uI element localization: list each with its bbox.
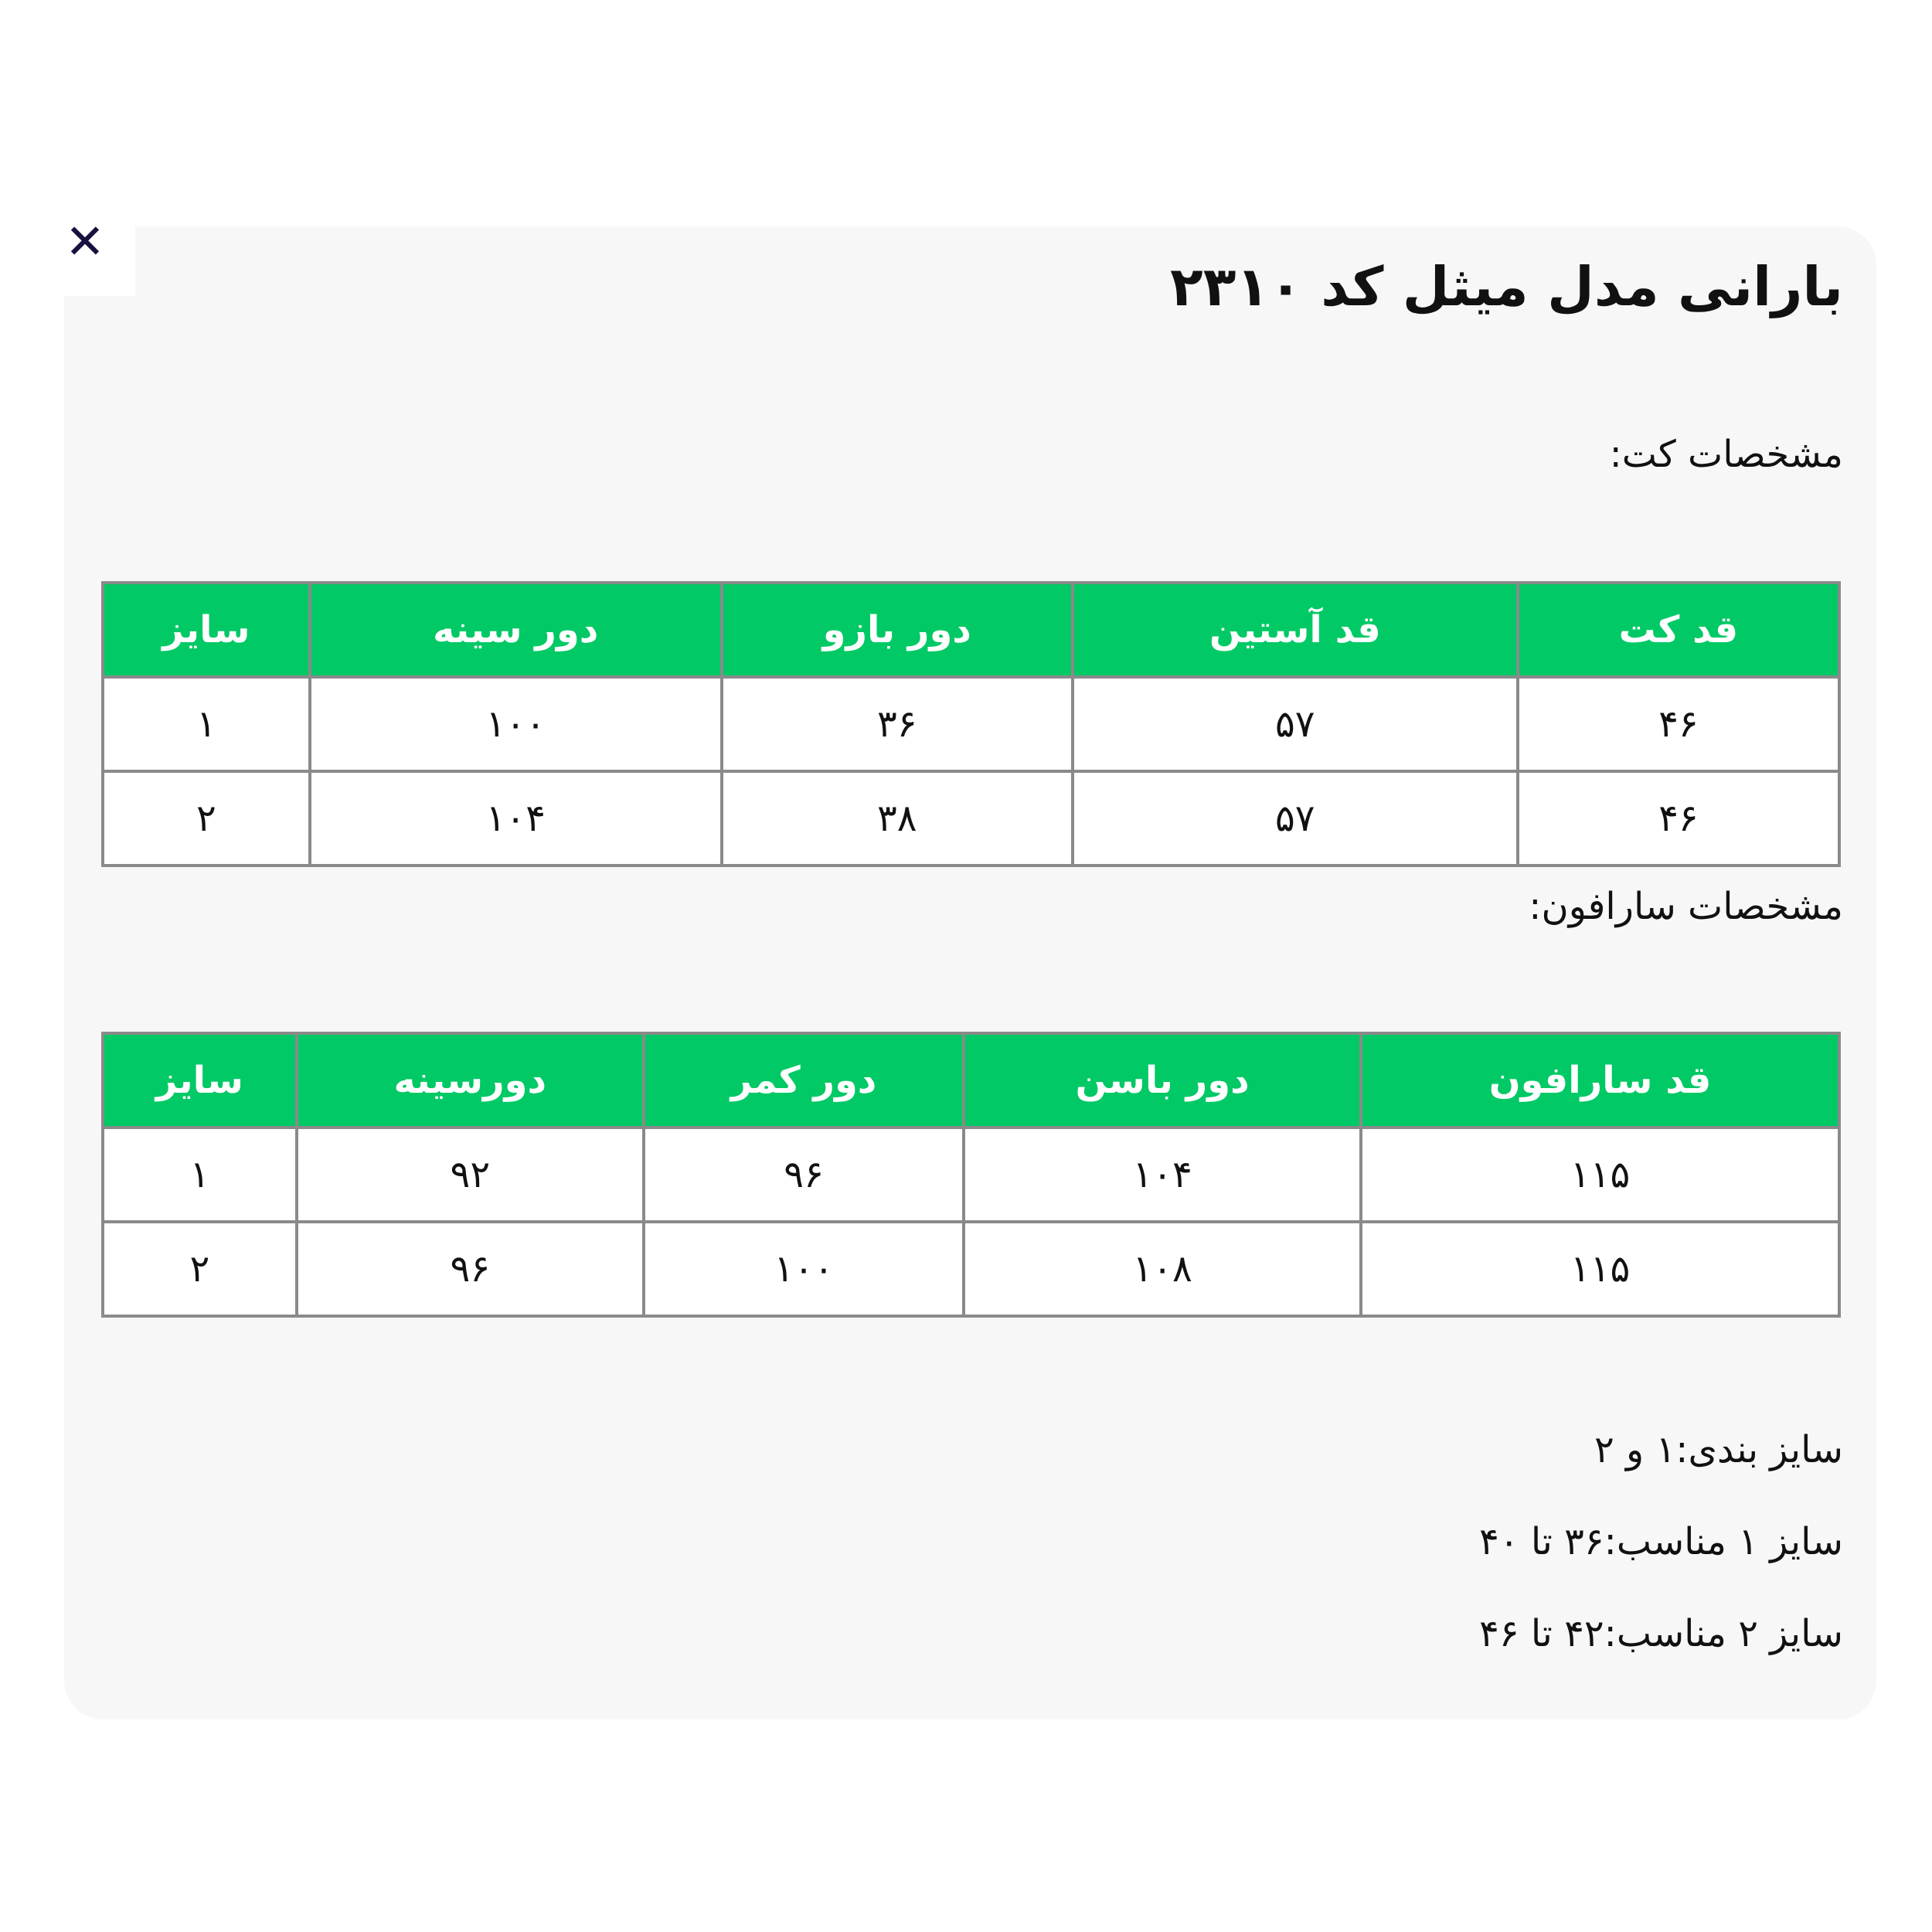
table-row [103,771,1839,866]
table-row [103,1222,1839,1316]
table-cell: ۵۷ [1073,771,1518,866]
table-cell: ۳۶ [722,677,1073,771]
table-cell: ۱۱۵ [1361,1128,1839,1222]
table-cell: ۹۶ [297,1222,644,1316]
table-cell: ۹۶ [644,1128,964,1222]
table-cell: ۹۲ [297,1128,644,1222]
column-header: دور سینه [310,583,722,677]
table-cell: ۱۰۴ [310,771,722,866]
table-cell: ۱۰۸ [964,1222,1361,1316]
table-cell: ۱ [103,677,310,771]
table-cell: ۳۸ [722,771,1073,866]
table-row [103,1128,1839,1222]
table-cell: ۲ [103,771,310,866]
column-header: دور باسن [964,1033,1361,1128]
column-header: سایز [103,1033,297,1128]
table-cell: ۱۱۵ [1361,1222,1839,1316]
column-header: دور بازو [722,583,1073,677]
coat-size-table [101,581,1841,867]
table-cell: ۵۷ [1073,677,1518,771]
size-1-fit-note: سایز ۱ مناسب:۳۶ تا ۴۰ [1479,1520,1843,1563]
coat-section-label: مشخصات کت: [1609,433,1843,476]
table-header-row [103,583,1839,677]
column-header: سایز [103,583,310,677]
size-2-fit-note: سایز ۲ مناسب:۴۲ تا ۴۶ [1479,1612,1843,1655]
column-header: دورسینه [297,1033,644,1128]
table-cell: ۱ [103,1128,297,1222]
column-header: قد سارافون [1361,1033,1839,1128]
column-header: دور کمر [644,1033,964,1128]
column-header: قد آستین [1073,583,1518,677]
table-cell: ۱۰۰ [310,677,722,771]
size-chart-panel [64,226,1876,1719]
sarafan-section-label: مشخصات سارافون: [1529,885,1843,928]
product-title: بارانی مدل میثل کد ۲۳۱۰ [1170,255,1843,318]
table-header-row [103,1033,1839,1128]
table-cell: ۱۰۰ [644,1222,964,1316]
close-icon[interactable]: ✕ [65,213,105,270]
sarafan-size-table [101,1032,1841,1318]
table-row [103,677,1839,771]
table-cell: ۲ [103,1222,297,1316]
table-cell: ۴۶ [1518,771,1839,866]
table-cell: ۱۰۴ [964,1128,1361,1222]
column-header: قد کت [1518,583,1839,677]
size-range-note: سایز بندی:۱ و ۲ [1594,1428,1843,1471]
table-cell: ۴۶ [1518,677,1839,771]
